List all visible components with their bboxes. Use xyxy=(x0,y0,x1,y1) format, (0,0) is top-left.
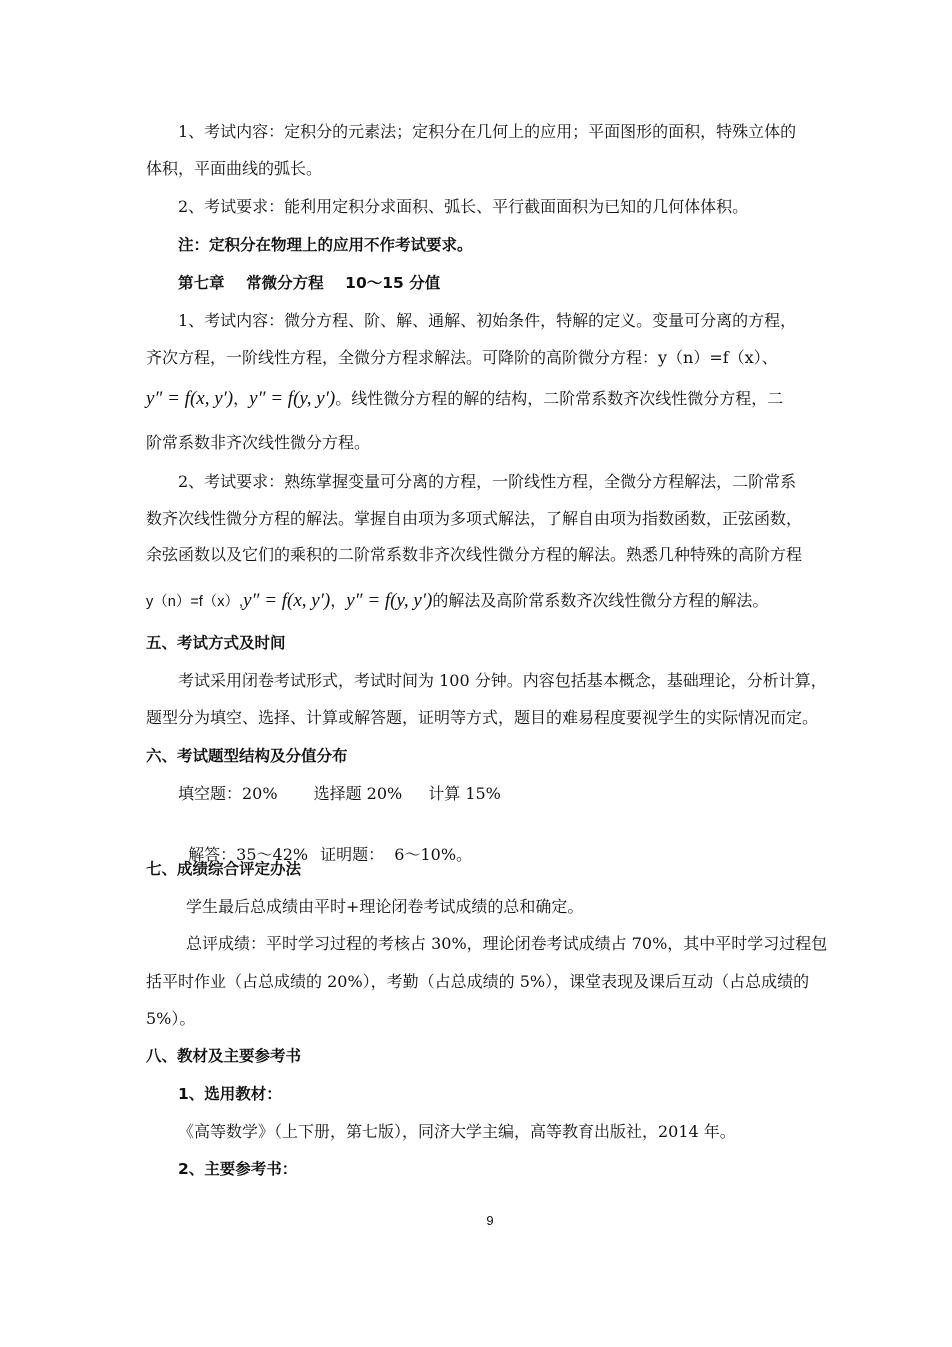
formula-separator: ， xyxy=(233,389,250,408)
section7-heading: 七、成绩综合评定办法 xyxy=(146,860,302,878)
page-number: 9 xyxy=(486,1213,494,1228)
ch7-req-line4 xyxy=(146,589,834,614)
section6-heading: 六、考试题型结构及分值分布 xyxy=(146,747,348,765)
section5-heading: 五、考试方式及时间 xyxy=(146,634,286,652)
formula-4: y″ = f(y, y′) xyxy=(346,590,433,611)
section7-line3: 括平时作业（占总成绩的 20%），考勤（占总成绩的 5%），课堂表现及课后互动（占总成绩的 xyxy=(146,972,810,991)
note-line: 注：定积分在物理上的应用不作考试要求。 xyxy=(178,236,473,254)
chapter7-heading: 第七章 常微分方程 10～15 分值 xyxy=(178,274,441,292)
proof-score: 证明题： 6～10%。 xyxy=(320,845,473,864)
content-p1-line2: 体积，平面曲线的弧长。 xyxy=(146,159,323,178)
formula-2: y″ = f(y, y′) xyxy=(249,388,336,409)
section5-line2: 题型分为填空、选择、计算或解答题，证明等方式，题目的难易程度要视学生的实际情况而定。 xyxy=(146,708,819,727)
ch7-req-line4-text: 的解法及高阶常系数齐次线性微分方程的解法。 xyxy=(432,591,769,610)
content-p1-line1: 1、考试内容：定积分的元素法；定积分在几何上的应用；平面图形的面积，特殊立体的 xyxy=(178,122,797,141)
calc-score: 计算 15% xyxy=(428,784,501,803)
ch7-content-line2: 齐次方程，一阶线性方程，全微分方程求解法。可降阶的高阶微分方程：y（n）=f（x）、 xyxy=(146,348,778,367)
section7-line2: 总评成绩：平时学习过程的考核占 30%，理论闭卷考试成绩占 70%，其中平时学习过程包 xyxy=(186,934,828,953)
ch7-req-line3: 余弦函数以及它们的乘积的二阶常系数非齐次线性微分方程的解法。熟悉几种特殊的高阶方程 xyxy=(146,545,803,564)
ch7-req-line4-prefix: y（n）=f（x）, xyxy=(146,594,244,610)
fill-blank-score: 填空题：20% xyxy=(178,784,278,803)
ch7-content-line4: 阶常系数非齐次线性微分方程。 xyxy=(146,433,371,452)
ch7-req-line2: 数齐次线性微分方程的解法。掌握自由项为多项式解法，了解自由项为指数函数，正弦函数， xyxy=(146,509,803,528)
answer-score: 解答：35～42% xyxy=(188,845,309,864)
section7-line4: 5%）。 xyxy=(146,1009,196,1028)
formula-1: y″ = f(x, y′) xyxy=(146,388,234,409)
ch7-content-line1: 1、考试内容：微分方程、阶、解、通解、初始条件，特解的定义。变量可分离的方程， xyxy=(178,311,797,330)
textbook-entry: 《高等数学》（上下册，第七版），同济大学主编，高等教育出版社，2014 年。 xyxy=(178,1122,736,1141)
section8-heading: 八、教材及主要参考书 xyxy=(146,1047,302,1065)
requirement-p2: 2、考试要求：能利用定积分求面积、弧长、平行截面面积为已知的几何体体积。 xyxy=(178,197,749,216)
ch7-content-line3-text: 。线性微分方程的解的结构，二阶常系数齐次线性微分方程，二 xyxy=(335,389,784,408)
section7-line1: 学生最后总成绩由平时+理论闭卷考试成绩的总和确定。 xyxy=(186,897,584,916)
ch7-content-line3 xyxy=(146,387,834,411)
section5-line1: 考试采用闭卷考试形式，考试时间为 100 分钟。内容包括基本概念，基础理论，分析计算， xyxy=(178,671,827,690)
choice-score: 选择题 20% xyxy=(313,784,403,803)
section6-row1 xyxy=(178,782,834,806)
references-subheading: 2、主要参考书： xyxy=(178,1160,298,1178)
formula-separator-2: ， xyxy=(330,591,347,610)
textbook-subheading: 1、选用教材： xyxy=(178,1085,282,1103)
formula-3: y″ = f(x, y′) xyxy=(243,590,331,611)
ch7-req-line1: 2、考试要求：熟练掌握变量可分离的方程，一阶线性方程，全微分方程解法，二阶常系 xyxy=(178,472,797,491)
